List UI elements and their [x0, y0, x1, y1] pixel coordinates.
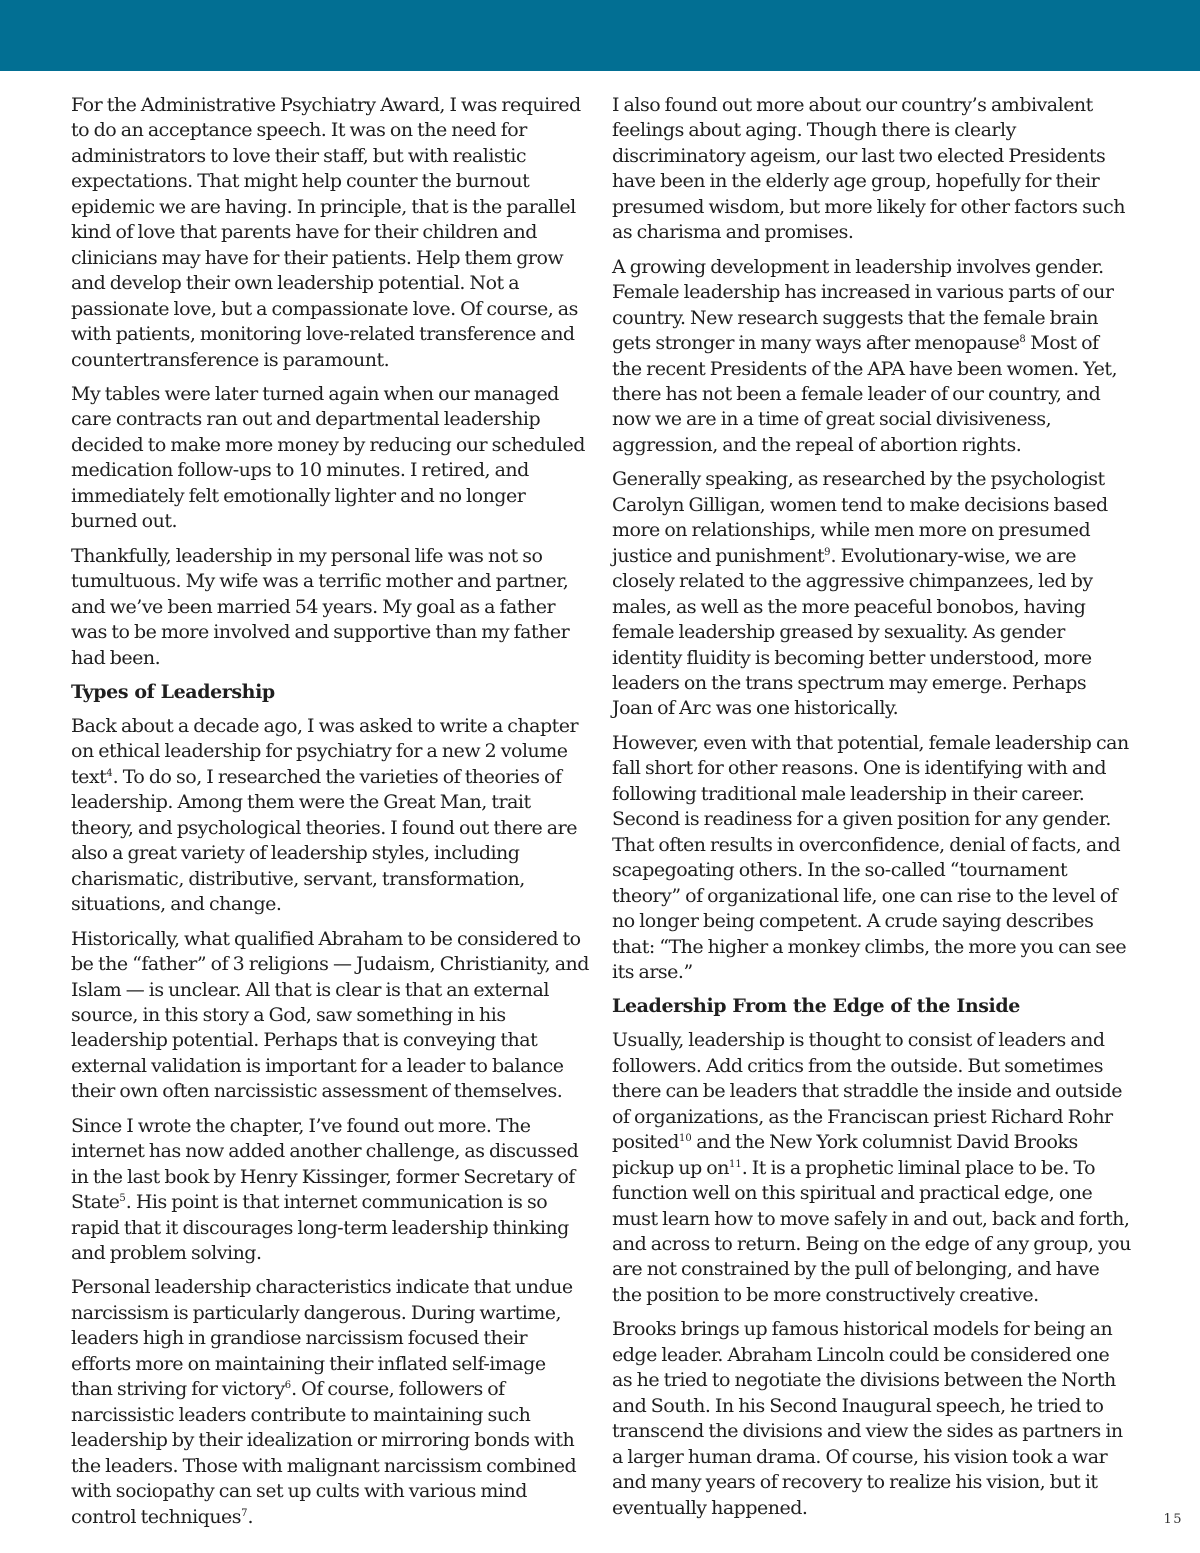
text-run: . His point is that internet communication is so rapid that it discourages long-term leadership thinking and problem solving. — [71, 1191, 569, 1265]
footnote-ref: 10 — [678, 1133, 692, 1145]
text-run: . — [247, 1505, 253, 1528]
text-run: Most of the recent Presidents of the APA have been women. Yet, there has not been a female leader of our country, and now we are in a time of great social divisiveness, aggression, and the repeal of abortion rights. — [612, 332, 1118, 456]
paragraph — [71, 1275, 590, 1530]
footnote-ref: 5 — [119, 1193, 126, 1205]
paragraph: Thankfully, leadership in my personal life was not so tumultuous. My wife was a terrific mother and partner, and we’ve been married 54 years. My goal as a father was to be more involved and supportive than my father had been. — [71, 544, 570, 669]
paragraph: My tables were later turned again when our managed care contracts ran out and departmental leadership decided to make more money by reducing our scheduled medication follow-ups to 10 minutes. I retired, and immediately felt emotionally lighter and no longer burned out. — [71, 382, 585, 533]
text-run: . It is a prophetic liminal place to be. To function well on this spiritual and practical edge, one must learn how to move safely in and out, back and forth, and across to return. Being on the edge of any group, you are not constrained by the pull of belonging, and have the position to be more constructively creative. — [612, 1156, 1131, 1306]
paragraph: However, even with that potential, female leadership can fall short for other reasons. One is identifying with and following traditional male leadership in their career. Second is readiness for a given position for any gender. That often results in overconfidence, denial of facts, and scapegoating others. In the so-called “tournament theory” of organizational life, one can rise to the level of no longer being competent. A crude saying describes that: “The higher a monkey climbs, the more you can see its arse.” — [612, 731, 1129, 983]
paragraph: For the Administrative Psychiatry Award, I was required to do an acceptance speech. It was on the need for administrators to love their staff, but with realistic expectations. That might help counter the burnout epidemic we are having. In principle, that is the parallel kind of love that parents have for their children and clinicians may have for their patients. Help them grow and develop their own leadership potential. Not a passionate love, but a compassionate love. Of course, as with patients, monitoring love-related transference and countertransference is paramount. — [71, 94, 581, 371]
text-run: Back about a decade ago, I was asked to write a chapter on ethical leadership for psychiatry for a new 2 volume text — [71, 714, 579, 788]
page-number: 15 — [1163, 1512, 1183, 1527]
text-run: Usually, leadership is thought to consist of leaders and followers. Add critics from the outside. But sometimes there can be leaders that straddle the inside and outside of organizations, as the Franciscan priest Richard Rohr posited — [612, 1029, 1123, 1154]
left-column — [71, 93, 590, 1539]
paragraph — [612, 255, 1131, 459]
section-heading: Types of Leadership — [71, 680, 275, 703]
paragraph — [612, 467, 1131, 722]
right-column — [612, 93, 1131, 1530]
header-bar — [0, 0, 1200, 71]
text-run: . Evolutionary-wise, we are closely related to the aggressive chimpanzees, led by males, as well as the more peaceful bonobos, having female leadership greased by sexuality. As gender identity fluidity is becoming better understood, more leaders on the trans spectrum may emerge. Perhaps Joan of Arc was one historically. — [612, 544, 1093, 720]
footnote-ref: 4 — [106, 767, 113, 779]
text-run: . Of course, followers of narcissistic leaders contribute to maintaining such leadership by their idealization or mirroring bonds with the leaders. Those with malignant narcissism combined with sociopathy can set up cults with various mind control techniques — [71, 1378, 577, 1528]
text-run: A growing development in leadership involves gender. Female leadership has increased in various parts of our country. New research suggests that the female brain gets stronger in many ways after menopause — [612, 255, 1114, 355]
paragraph: Historically, what qualified Abraham to be considered to be the “father” of 3 religions — Judaism, Christianity, and Islam — is unclear. All that is clear is that an external source, in this story a God, saw something in his leadership potential. Perhaps that is conveying that external validation is important for a leader to balance their own often narcissistic assessment of themselves. — [71, 927, 589, 1103]
paragraph — [71, 714, 590, 918]
footnote-ref: 9 — [824, 546, 831, 558]
text-run: . To do so, I researched the varieties of theories of leadership. Among them were the Great Man, trait theory, and psychological theories. I found out there are also a great variety of leadership styles, including charismatic, distributive, servant, transformation, situations, and change. — [71, 765, 577, 916]
text-run: Generally speaking, as researched by the psychologist Carolyn Gilligan, women tend to make decisions based more on relationships, while men more on presumed justice and punishment — [612, 468, 1108, 567]
section-heading: Leadership From the Edge of the Inside — [612, 995, 1020, 1018]
footnote-ref: 6 — [284, 1380, 292, 1392]
footnote-ref: 8 — [1019, 334, 1026, 346]
text-run: Since I wrote the chapter, I’ve found out more. The internet has now added another challenge, as discussed in the last book by Henry Kissinger, former Secretary of State — [71, 1114, 579, 1214]
paragraph — [612, 1028, 1131, 1308]
paragraph — [71, 1114, 590, 1267]
paragraph: Brooks brings up famous historical models for being an edge leader. Abraham Lincoln could be considered one as he tried to negotiate the divisions between the North and South. In his Second Inaugural speech, he tried to transcend the divisions and view the sides as partners in a larger human drama. Of course, his vision took a war and many years of recovery to realize his vision, but it eventually happened. — [612, 1318, 1123, 1519]
text-run: and the New York columnist David Brooks pickup up on — [612, 1131, 1078, 1179]
text-run: Personal leadership characteristics indicate that undue narcissism is particularly dangerous. During wartime, leaders high in grandiose narcissism focused their efforts more on maintaining their inflated self-image than striving for victory — [71, 1276, 573, 1401]
footnote-ref: 11 — [728, 1158, 742, 1170]
paragraph: I also found out more about our country’s ambivalent feelings about aging. Though there is clearly discriminatory ageism, our last two elected Presidents have been in the elderly age group, hopefully for their presumed wisdom, but more likely for other factors such as charisma and promises. — [612, 94, 1125, 244]
footnote-ref: 7 — [241, 1507, 248, 1519]
